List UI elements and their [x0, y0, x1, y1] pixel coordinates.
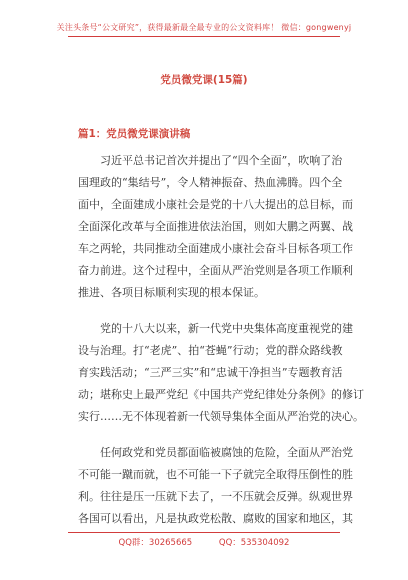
footer-divider: [68, 532, 340, 533]
paragraph-line: 习近平总书记首次并提出了“四个全面”，吹响了治: [100, 154, 343, 167]
paragraph-line: 党的十八大以来，新一代党中央集体高度重视党的建: [100, 322, 353, 335]
paragraph-line: 利。往往是压一压就下去了，一不压就会反弹。纵观世界: [78, 490, 353, 503]
paragraph-line: 全面深化改革与全面推进依法治国，则如大鹏之两翼、战: [78, 220, 353, 233]
paragraph-line: 国理政的“集结号”，令人精神振奋、热血沸腾。四个全: [78, 176, 343, 189]
page-footer: [0, 536, 408, 548]
paragraph-line: 任何政党和党员都面临被腐蚀的危险，全面从严治党: [100, 446, 353, 459]
section-title: 篇1：党员微党课演讲稿: [78, 128, 191, 140]
paragraph-line: 面中，全面建成小康社会是党的十八大提出的总目标，而: [78, 198, 353, 211]
paragraph-line: 车之两轮，共同推动全面建成小康社会奋斗目标各项工作: [78, 242, 353, 255]
page-header-banner: 关注头条号“公文研究”，获得最新最全最专业的公文资料库！ 微信：gongwenyj: [56, 23, 352, 32]
paragraph-line: 实行……无不体现着新一代领导集体全面从严治党的决心。: [78, 410, 364, 423]
paragraph-line: 各国可以看出，凡是执政党松散、腐败的国家和地区，其: [78, 512, 353, 525]
document-title: 党员微党课(15篇): [160, 74, 248, 86]
paragraph-line: 推进、各项目标顺利实现的根本保证。: [78, 286, 265, 299]
paragraph-line: 育实践活动；“三严三实”和“忠诚干净担当”专题教育活: [78, 366, 343, 379]
header-divider: [68, 36, 340, 37]
paragraph-line: 不可能一蹴而就，也不可能一下子就完全取得压倒性的胜: [78, 468, 353, 481]
paragraph-line: 设与治理。打“老虎”、拍“苍蝇”行动；党的群众路线教: [78, 344, 343, 357]
paragraph-line: 奋力前进。这个过程中，全面从严治党则是各项工作顺利: [78, 264, 353, 277]
footer-qq: QQ：535304092: [218, 538, 290, 548]
footer-qq-group: QQ群：30265665: [118, 538, 193, 548]
paragraph-line: 动；堪称史上最严党纪《中国共产党纪律处分条例》的修订: [78, 388, 364, 401]
